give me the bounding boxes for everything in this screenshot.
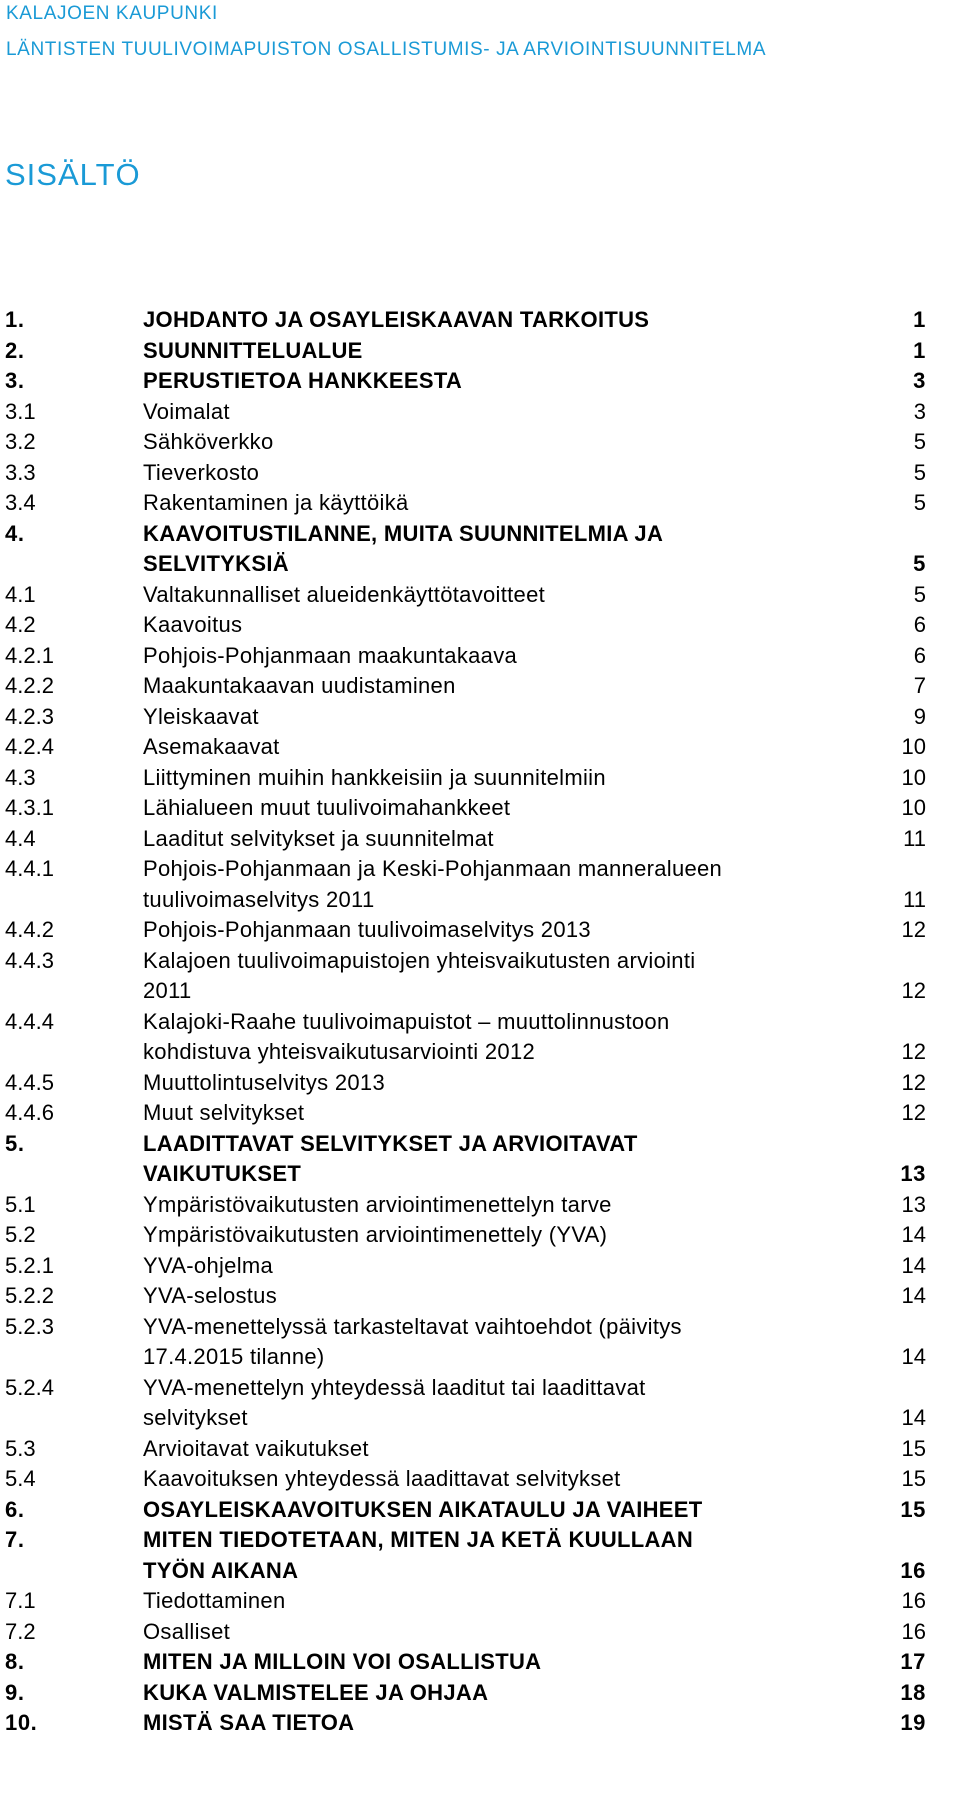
toc-entry-title [143,1281,866,1312]
toc-entry-page: 12 [901,1039,926,1064]
toc-entry-title [143,1251,866,1282]
toc-entry-title-line: Sähköverkko [143,429,274,454]
toc-entry-number: 3.3 [5,459,36,485]
toc-entry-title [143,1312,866,1373]
toc-entry-title [143,1129,866,1190]
toc-entry-number: 6. [5,1496,25,1522]
toc-entry-number: 4.1 [5,581,36,607]
toc-entry-title-line: Tiedottaminen [143,1588,286,1613]
toc-entry-title [143,1708,866,1739]
toc-entry-title [143,1586,866,1617]
toc-entry-title-line: MISTÄ SAA TIETOA [143,1710,355,1735]
toc-entry-title [143,397,866,428]
toc-entry-number: 8. [5,1649,25,1674]
toc-entry-title-line: Rakentaminen ja käyttöikä [143,490,409,515]
toc-entry-title-line: Maakuntakaavan uudistaminen [143,673,456,698]
toc-entry-number: 4.2.4 [5,734,54,759]
toc-entry-number: 4.3.1 [5,795,54,820]
toc-entry-number: 5.2.2 [5,1283,54,1308]
toc-entry-page: 12 [901,1100,926,1125]
toc-entry[interactable] [5,763,926,794]
toc-entry[interactable] [5,671,926,702]
toc-entry-number: 4. [5,520,25,546]
toc-entry-number: 4.4.6 [5,1100,54,1125]
toc-entry-title-line: Pohjois-Pohjanmaan tuulivoimaselvitys 2013 [143,917,591,942]
toc-entry-number: 3. [5,368,25,393]
toc-entry[interactable] [5,824,926,855]
toc-entry-title [143,519,866,580]
table-of-contents [5,305,926,1739]
toc-entry-page: 14 [901,1344,926,1369]
toc-entry-number: 4.2.1 [5,642,54,668]
toc-entry-number: 4.4.2 [5,917,54,942]
toc-entry-title-line: 2011 [143,978,192,1003]
toc-entry-title [143,1373,866,1434]
toc-entry-title-line: JOHDANTO JA OSAYLEISKAAVAN TARKOITUS [143,307,650,332]
toc-entry-page: 11 [903,886,926,912]
toc-entry-title-line: 17.4.2015 tilanne) [143,1344,325,1369]
toc-entry-title-line: kohdistuva yhteisvaikutusarviointi 2012 [143,1039,536,1064]
toc-entry-title [143,458,866,489]
toc-entry-number: 3.4 [5,490,36,515]
toc-entry-page: 12 [901,1069,926,1095]
toc-entry-title-line: PERUSTIETOA HANKKEESTA [143,368,463,393]
toc-entry-title-line: Voimalat [143,398,230,424]
toc-entry-number: 5.2 [5,1222,36,1247]
toc-entry-title-line: Valtakunnalliset alueidenkäyttötavoitteet [143,581,546,607]
toc-entry[interactable] [5,854,926,915]
toc-entry-page: 5 [913,459,926,485]
toc-entry-number: 3.2 [5,429,36,454]
toc-entry-title-line: MITEN JA MILLOIN VOI OSALLISTUA [143,1649,542,1674]
toc-entry-page: 13 [901,1191,926,1217]
toc-entry-title [143,1617,866,1648]
toc-entry-number: 1. [5,307,25,332]
toc-entry[interactable] [5,397,926,428]
toc-entry-title-line: Lähialueen muut tuulivoimahankkeet [143,795,511,820]
toc-entry-page: 15 [901,1466,926,1491]
toc-entry-page: 10 [901,764,926,790]
toc-entry-title [143,1434,866,1465]
toc-entry[interactable] [5,1678,926,1709]
toc-entry[interactable] [5,1190,926,1221]
toc-entry-title [143,763,866,794]
toc-entry-title [143,793,866,824]
toc-entry-page: 7 [913,673,926,698]
toc-entry-title-line: Osalliset [143,1618,231,1644]
toc-entry-title [143,1007,866,1068]
toc-entry-number: 4.4.1 [5,856,54,881]
toc-entry-page: 9 [913,703,926,729]
toc-entry[interactable] [5,519,926,580]
toc-entry-number: 4.4.3 [5,947,54,973]
toc-entry-page: 13 [900,1161,926,1186]
toc-entry-page: 11 [903,825,926,851]
toc-entry[interactable] [5,305,926,336]
toc-heading: SISÄLTÖ [5,157,141,192]
toc-entry-title-line: Muut selvitykset [143,1100,305,1125]
toc-entry[interactable] [5,1495,926,1526]
toc-entry-number: 4.4 [5,825,36,851]
toc-entry-title [143,1464,866,1495]
toc-entry-page: 6 [913,642,926,668]
toc-entry[interactable] [5,427,926,458]
toc-entry-number: 5.2.1 [5,1252,54,1278]
toc-entry-page: 5 [913,429,926,454]
toc-entry-page: 1 [913,337,926,363]
toc-entry-title [143,305,866,336]
toc-entry-page: 14 [901,1252,926,1278]
toc-entry-title-line: YVA-menettelyn yhteydessä laaditut tai laadittavat [143,1374,646,1400]
toc-entry-page: 10 [901,795,926,820]
toc-entry-title [143,671,866,702]
toc-entry-page: 3 [913,368,926,393]
toc-entry-title-line: TYÖN AIKANA [143,1557,299,1583]
toc-entry-title-line: Kalajoki-Raahe tuulivoimapuistot – muuttolinnustoon [143,1008,670,1034]
toc-entry-title [143,824,866,855]
toc-entry-title-line: Yleiskaavat [143,703,259,729]
toc-entry-title-line: YVA-selostus [143,1283,278,1308]
toc-entry-title-line: Kaavoituksen yhteydessä laadittavat selvitykset [143,1466,621,1491]
toc-entry-title-line: selvitykset [143,1405,248,1430]
toc-entry[interactable] [5,366,926,397]
toc-entry-page: 5 [913,551,926,576]
toc-entry[interactable] [5,1464,926,1495]
toc-entry-title [143,366,866,397]
toc-entry[interactable] [5,488,926,519]
toc-entry-title-line: YVA-ohjelma [143,1252,274,1278]
toc-entry-title-line: Tieverkosto [143,459,260,485]
toc-entry[interactable] [5,946,926,1007]
toc-entry[interactable] [5,580,926,611]
toc-entry[interactable] [5,702,926,733]
toc-entry[interactable] [5,1281,926,1312]
toc-entry[interactable] [5,336,926,367]
toc-entry-page: 17 [900,1649,926,1674]
toc-entry-number: 4.2.3 [5,703,54,729]
toc-entry-number: 4.3 [5,764,36,790]
toc-entry-number: 10. [5,1710,38,1735]
toc-entry-title [143,1678,866,1709]
toc-entry-page: 5 [913,490,926,515]
toc-entry-number: 3.1 [5,398,36,424]
toc-entry-number: 5.2.4 [5,1374,54,1400]
toc-entry-title [143,1525,866,1586]
toc-entry-title-line: YVA-menettelyssä tarkasteltavat vaihtoehdot (päivitys [143,1313,682,1339]
toc-entry-title-line: Pohjois-Pohjanmaan ja Keski-Pohjanmaan manneralueen [143,856,723,881]
toc-entry-number: 4.2 [5,612,36,637]
toc-entry-page: 14 [901,1222,926,1247]
toc-entry[interactable] [5,1312,926,1373]
toc-entry-page: 1 [913,307,926,332]
toc-entry-title-line: KAAVOITUSTILANNE, MUITA SUUNNITELMIA JA [143,520,664,546]
toc-entry-title-line: Pohjois-Pohjanmaan maakuntakaava [143,642,518,668]
toc-entry[interactable] [5,1251,926,1282]
toc-entry-title-line: Ympäristövaikutusten arviointimenettely (YVA) [143,1222,608,1247]
organization-header: KALAJOEN KAUPUNKI [6,3,218,24]
toc-entry-title [143,1220,866,1251]
toc-entry-title-line: SUUNNITTELUALUE [143,337,363,363]
toc-entry-page: 16 [901,1618,926,1644]
toc-entry[interactable] [5,732,926,763]
toc-entry-page: 3 [913,398,926,424]
toc-entry-title [143,1190,866,1221]
toc-entry-page: 18 [900,1679,926,1705]
toc-entry-number: 5.1 [5,1191,36,1217]
toc-entry-title-line: Laaditut selvitykset ja suunnitelmat [143,825,494,851]
toc-entry-number: 7.2 [5,1618,36,1644]
toc-entry-title [143,1495,866,1526]
toc-entry-number: 9. [5,1679,25,1705]
toc-entry[interactable] [5,1373,926,1434]
toc-entry-title [143,946,866,1007]
toc-entry-page: 5 [913,581,926,607]
toc-entry-title [143,610,866,641]
toc-entry-title-line: Asemakaavat [143,734,280,759]
toc-entry[interactable] [5,458,926,489]
toc-entry[interactable] [5,1525,926,1586]
toc-entry-title [143,336,866,367]
toc-entry-page: 14 [901,1283,926,1308]
toc-entry-page: 12 [901,917,926,942]
toc-entry[interactable] [5,793,926,824]
toc-entry-title-line: VAIKUTUKSET [143,1161,302,1186]
toc-entry-title [143,488,866,519]
toc-entry-title [143,427,866,458]
toc-entry-title [143,580,866,611]
toc-entry-page: 15 [900,1496,926,1522]
toc-entry-title-line: Liittyminen muihin hankkeisiin ja suunnitelmiin [143,764,606,790]
toc-entry-title-line: SELVITYKSIÄ [143,551,289,576]
toc-entry[interactable] [5,1586,926,1617]
toc-entry[interactable] [5,915,926,946]
toc-entry-number: 5.4 [5,1466,36,1491]
toc-entry[interactable] [5,1068,926,1099]
toc-entry-title-line: OSAYLEISKAAVOITUKSEN AIKATAULU JA VAIHEET [143,1496,703,1522]
toc-entry-number: 7.1 [5,1588,36,1613]
toc-entry-title [143,854,866,915]
toc-entry-number: 4.4.5 [5,1069,54,1095]
toc-entry-title-line: Kaavoitus [143,612,243,637]
toc-entry-title-line: Kalajoen tuulivoimapuistojen yhteisvaikutusten arviointi [143,947,696,973]
toc-entry-number: 4.2.2 [5,673,54,698]
document-title-header: LÄNTISTEN TUULIVOIMAPUISTON OSALLISTUMIS- JA ARVIOINTISUUNNITELMA [6,39,767,60]
toc-entry-number: 5. [5,1130,25,1156]
toc-entry[interactable] [5,1434,926,1465]
toc-entry[interactable] [5,610,926,641]
toc-entry-number: 2. [5,337,25,363]
toc-entry-title [143,1068,866,1099]
toc-entry-number: 5.2.3 [5,1313,54,1339]
toc-entry[interactable] [5,1220,926,1251]
toc-entry-number: 7. [5,1527,25,1552]
toc-entry-title-line: Ympäristövaikutusten arviointimenettelyn tarve [143,1191,612,1217]
toc-entry-title [143,702,866,733]
toc-entry-title-line: LAADITTAVAT SELVITYKSET JA ARVIOITAVAT [143,1130,638,1156]
toc-entry-page: 19 [900,1710,926,1735]
toc-entry[interactable] [5,1007,926,1068]
toc-entry[interactable] [5,1617,926,1648]
toc-entry-title-line: Muuttolintuselvitys 2013 [143,1069,385,1095]
toc-entry-title [143,915,866,946]
toc-entry-page: 16 [900,1557,926,1583]
toc-entry-title-line: tuulivoimaselvitys 2011 [143,886,375,912]
toc-entry[interactable] [5,1708,926,1739]
toc-entry[interactable] [5,1129,926,1190]
toc-entry-number: 5.3 [5,1435,36,1461]
toc-entry[interactable] [5,1098,926,1129]
toc-entry-page: 6 [913,612,926,637]
toc-entry-page: 15 [901,1435,926,1461]
toc-entry-title [143,1647,866,1678]
toc-entry[interactable] [5,641,926,672]
toc-entry-page: 14 [901,1405,926,1430]
toc-entry-page: 12 [901,978,926,1003]
toc-entry-title [143,732,866,763]
toc-entry-page: 16 [901,1588,926,1613]
toc-entry[interactable] [5,1647,926,1678]
toc-entry-title [143,1098,866,1129]
toc-entry-title [143,641,866,672]
toc-entry-title-line: MITEN TIEDOTETAAN, MITEN JA KETÄ KUULLAAN [143,1527,694,1552]
toc-entry-page: 10 [901,734,926,759]
toc-entry-title-line: Arvioitavat vaikutukset [143,1435,369,1461]
toc-entry-title-line: KUKA VALMISTELEE JA OHJAA [143,1679,489,1705]
toc-entry-number: 4.4.4 [5,1008,54,1034]
